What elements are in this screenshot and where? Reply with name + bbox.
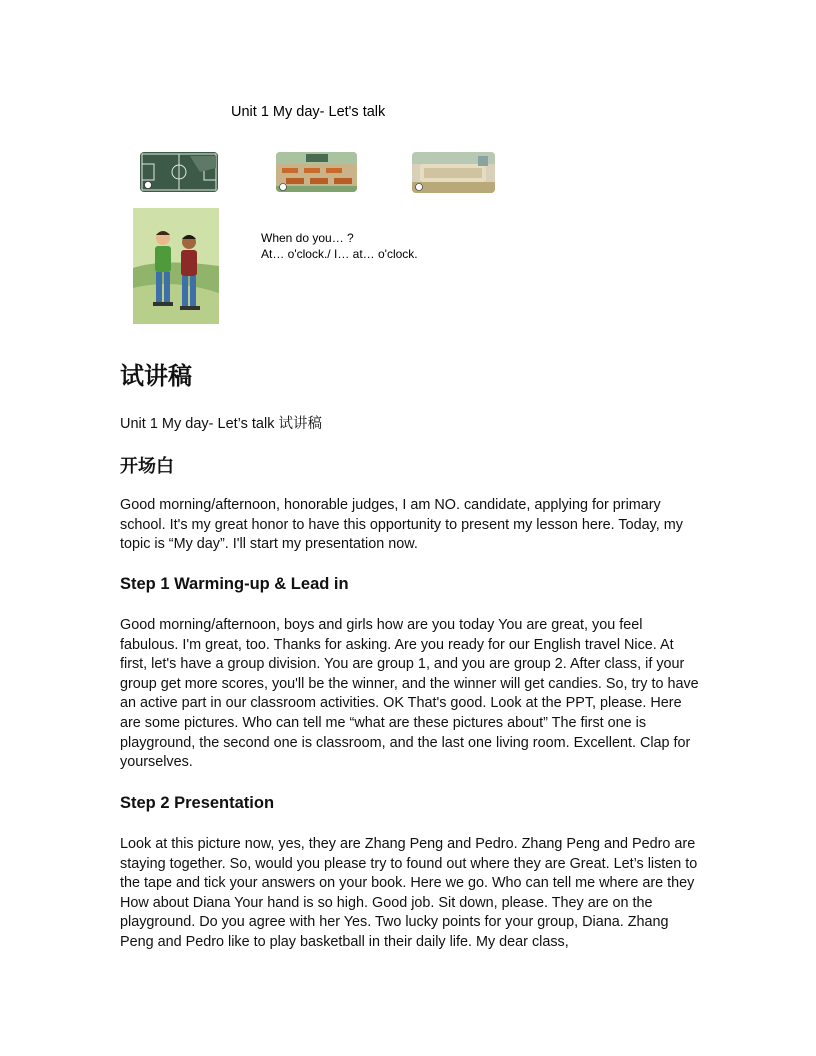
opening-heading: 开场白 [120, 456, 174, 477]
classroom-picture [276, 152, 357, 192]
sentence-pattern-answer: At… o'clock./ I… at… o'clock. [261, 247, 418, 261]
sentence-pattern-question: When do you… ? [261, 231, 354, 245]
document-subtitle: Unit 1 My day- Let’s talk 试讲稿 [120, 416, 322, 432]
step2-paragraph: Look at this picture now, yes, they are Zhang Peng and Pedro. Zhang Peng and Pedro are staying together. So, would you please try to found out where they are Great. Let’s listen to the tape and tick your answers on your book. Here we go. Who can tell me where are they How about Diana Your hand is so high. Good job. Sit down, please. They are on the playground. Do you agree with her Yes. Two lucky points for your group, Diana. Zhang Peng and Pedro like to play basketball in their daily life. My dear class, [120, 836, 698, 950]
sentence-pattern [261, 230, 418, 262]
step1-paragraph: Good morning/afternoon, boys and girls how are you today You are great, you feel fabulous. I'm great, too. Thanks for asking. Are you ready for our English travel Nice. At first, let's have a group division. You are group 1, and you are group 2. After class, if your group get more scores, you'll be the winner, and the winner will get candies. So, try to have an active part in our classroom activities. OK That's good. Look at the PPT, please. Here are some pictures. Who can tell me “what are these pictures about” The first one is playground, the second one is classroom, and the last one living room. Excellent. Clap for yourselves. [120, 617, 699, 771]
zhang-peng-and-pedro-picture [133, 208, 219, 324]
opening-paragraph: Good morning/afternoon, honorable judges, I am NO. candidate, applying for primary school. It's my great honor to have this opportunity to present my lesson here. Today, my topic is “My day”. I'll start my presentation now. [120, 497, 683, 553]
living-room-picture [412, 152, 495, 193]
document-heading: 试讲稿 [120, 362, 192, 390]
step1-heading: Step 1 Warming-up & Lead in [120, 575, 349, 593]
slide-title: Unit 1 My day- Let's talk [231, 104, 386, 120]
playground-picture [140, 152, 218, 192]
step2-heading: Step 2 Presentation [120, 794, 275, 812]
